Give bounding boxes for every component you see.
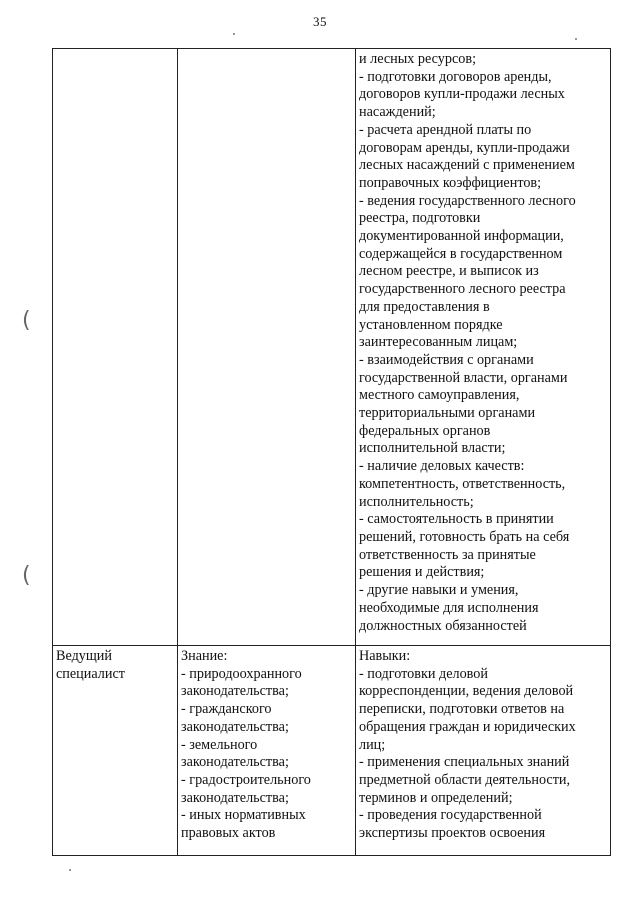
cell-text-line: и лесных ресурсов; [359, 51, 477, 67]
table-row [53, 646, 611, 856]
cell-text-line: - взаимодействия с органами [359, 351, 534, 368]
cell-text-line: специалист [56, 665, 125, 682]
cell-text-line: должностных обязанностей [359, 617, 527, 634]
cell-text-line: содержащейся в государственном [359, 245, 563, 262]
cell-text-line: - применения специальных знаний [359, 754, 570, 771]
table-row [53, 49, 611, 646]
cell-text-line: ответственность за принятые [359, 546, 536, 563]
cell-text-line: - ведения государственного лесного [359, 192, 576, 209]
cell-text-line: документированной информации, [359, 228, 564, 245]
cell-text-line: местного самоуправления, [359, 387, 520, 404]
cell-text-line: - земельного [181, 736, 258, 753]
cell-text-line: договорам аренды, купли-продажи [359, 139, 570, 156]
cell-text-line: исполнительной власти; [359, 440, 506, 457]
skills-cell [356, 49, 611, 646]
cell-text-line: государственного лесного реестра [359, 281, 566, 298]
position-cell [53, 49, 178, 646]
cell-text-line: - другие навыки и умения, [359, 582, 519, 599]
cell-text-line: переписки, подготовки ответов на [359, 701, 565, 718]
cell-text-line: терминов и определений; [359, 789, 513, 806]
cell-text-line: законодательства; [181, 683, 289, 700]
cell-text-line: Знание: [181, 648, 228, 664]
cell-text-line: необходимые для исполнения [359, 599, 539, 616]
cell-text-line: лесном реестре, и выписок из [359, 263, 539, 280]
cell-text-line: государственной власти, органами [359, 369, 568, 386]
cell-text-line: - гражданского [181, 701, 272, 718]
cell-text-line: - расчета арендной платы по [359, 121, 532, 138]
punch-hole-mark-top: ( [22, 308, 31, 333]
cell-text-line: насаждений; [359, 104, 436, 121]
cell-text-line: - самостоятельность в принятии [359, 511, 554, 528]
cell-text-line: реестра, подготовки [359, 210, 481, 227]
punch-hole-mark-bottom: ( [22, 563, 31, 588]
cell-text-line: обращения граждан и юридических [359, 718, 576, 735]
cell-text-line: законодательства; [181, 754, 289, 771]
cell-text-line: федеральных органов [359, 422, 491, 439]
page-number: 35 [313, 14, 327, 29]
cell-text-line: Ведущий [56, 648, 112, 664]
cell-text-line: установленном порядке [359, 316, 503, 333]
cell-text-line: решений, готовность брать на себя [359, 528, 570, 545]
cell-text-line: территориальными органами [359, 405, 536, 422]
qualification-requirements-table [52, 48, 611, 856]
cell-text-line: экспертизы проектов освоения [359, 825, 546, 842]
cell-text-line: - иных нормативных [181, 807, 306, 824]
cell-text-line: предметной области деятельности, [359, 771, 571, 788]
cell-text-line: лесных насаждений с применением [359, 157, 575, 174]
cell-text-line: законодательства; [181, 789, 289, 806]
scan-speck [69, 869, 71, 871]
cell-text-line: корреспонденции, ведения деловой [359, 683, 574, 700]
cell-text-line: - подготовки договоров аренды, [359, 68, 552, 85]
cell-text-line: лиц; [359, 736, 386, 753]
cell-text-line: законодательства; [181, 718, 289, 735]
cell-text-line: поправочных коэффициентов; [359, 174, 542, 191]
cell-text-line: для предоставления в [359, 298, 490, 315]
knowledge-cell [178, 646, 356, 856]
cell-text-line: - градостроительного [181, 771, 311, 788]
cell-text-line: заинтересованным лицам; [359, 334, 518, 351]
cell-text-line: решения и действия; [359, 564, 485, 581]
scan-speck [575, 38, 577, 40]
cell-text-line: - наличие деловых качеств: [359, 458, 525, 475]
skills-cell [356, 646, 611, 856]
cell-text-line: договоров купли-продажи лесных [359, 86, 565, 103]
cell-text-line: - подготовки деловой [359, 665, 488, 682]
cell-text-line: Навыки: [359, 648, 411, 664]
cell-text-line: - природоохранного [181, 665, 302, 682]
cell-text-line: исполнительность; [359, 493, 474, 510]
position-cell [53, 646, 178, 856]
cell-text-line: компетентность, ответственность, [359, 475, 566, 492]
cell-text-line: правовых актов [181, 825, 276, 842]
scan-speck [233, 33, 235, 35]
knowledge-cell [178, 49, 356, 646]
cell-text-line: - проведения государственной [359, 807, 542, 824]
